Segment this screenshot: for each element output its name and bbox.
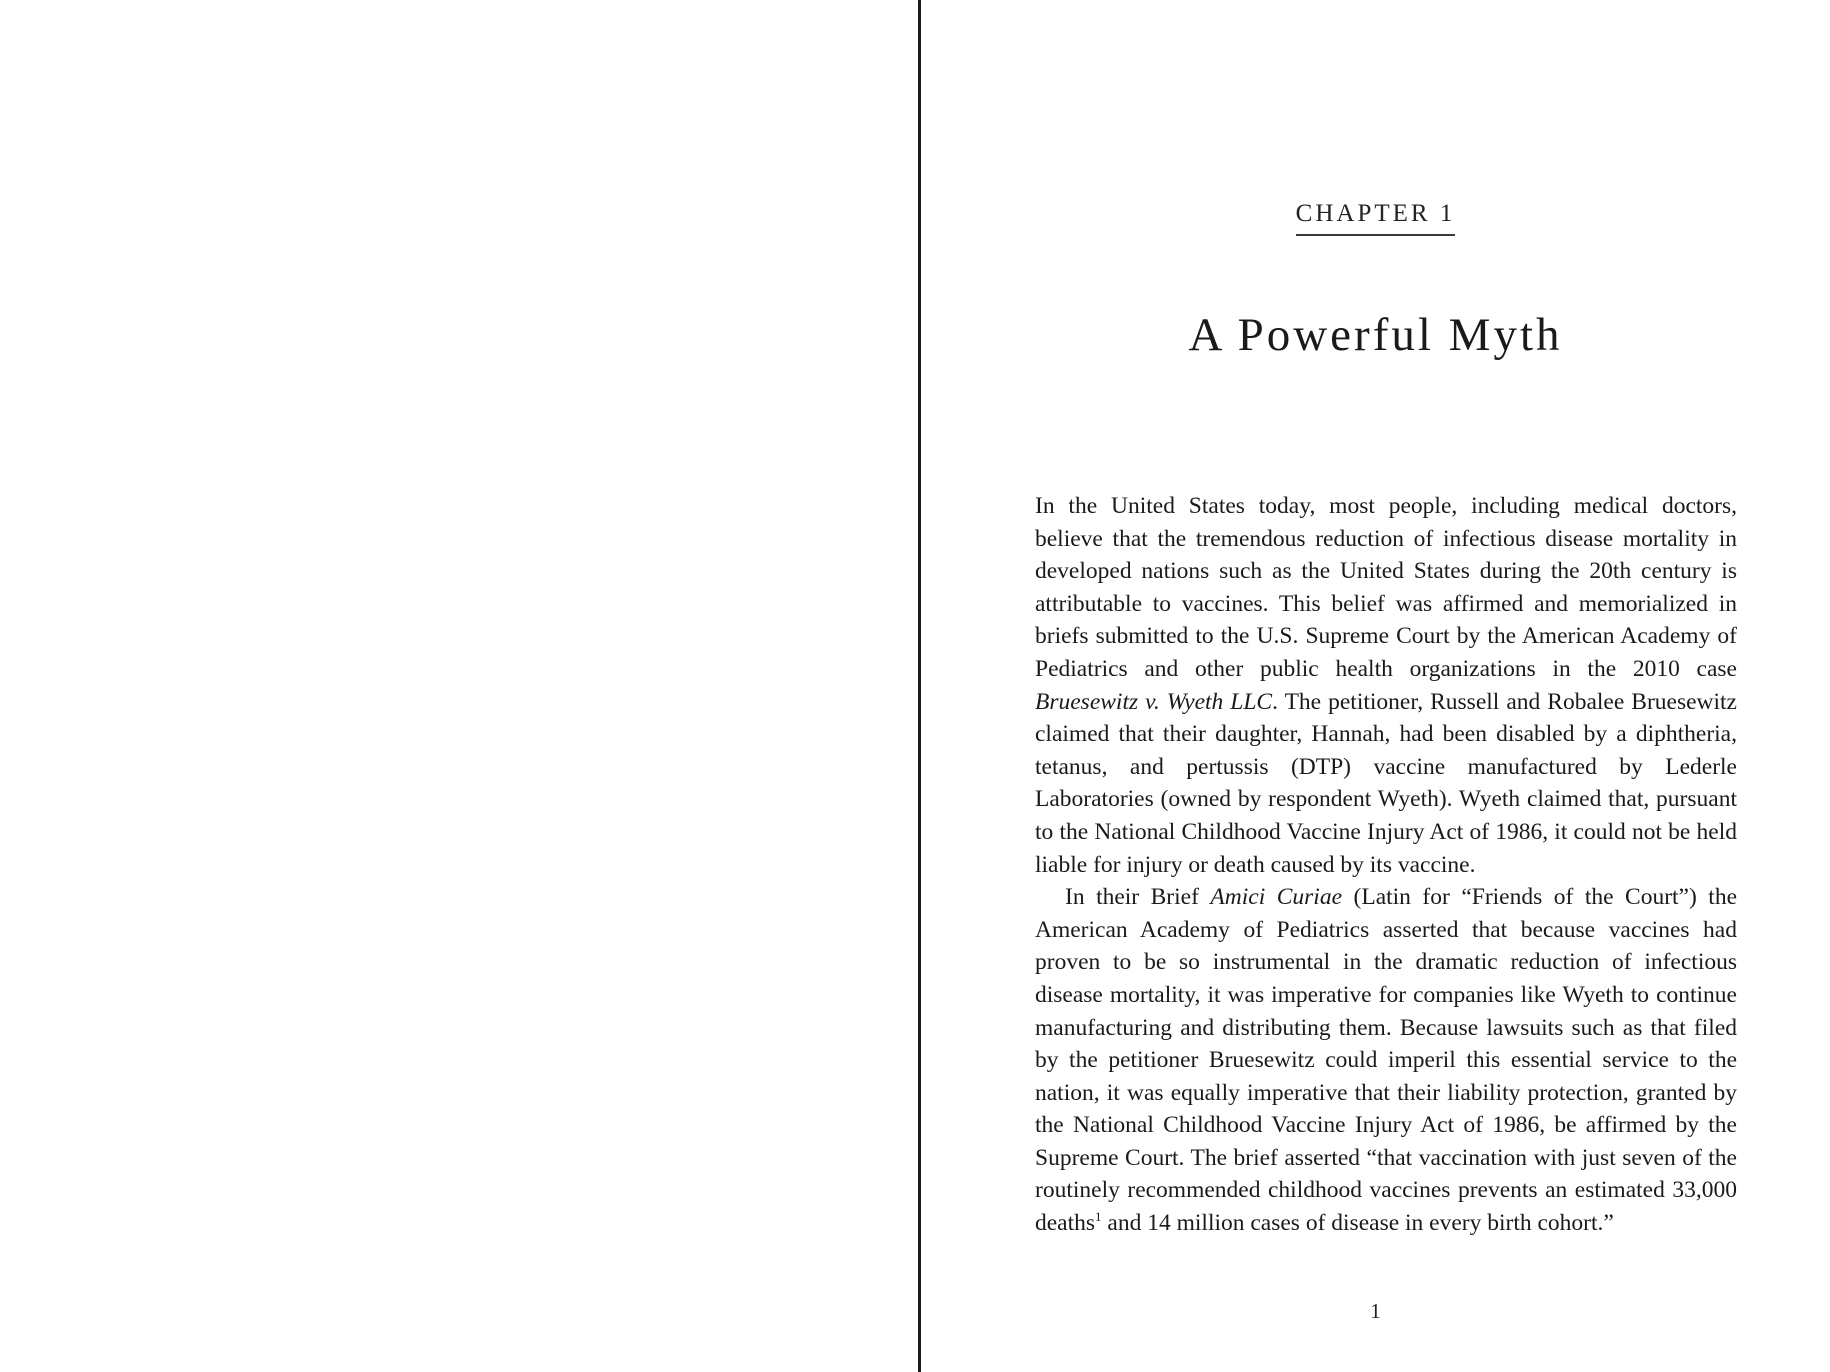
body-paragraph (1035, 881, 1737, 1240)
footnote-marker: 1 (1095, 1209, 1102, 1225)
chapter-label (921, 200, 1830, 236)
body-paragraph (1035, 490, 1737, 881)
chapter-title: A Powerful Myth (1188, 309, 1563, 361)
right-page (921, 0, 1830, 1372)
chapter-label-text: CHAPTER 1 (1296, 200, 1456, 236)
text-segment: In their Brief (1065, 884, 1211, 911)
italic-text: Bruesewitz v. Wyeth LLC (1035, 688, 1273, 715)
text-segment: In the United States today, most people, including medical doctors, believe that the tremendous reduction of infectious disease mortality in developed nations such as the United States during the 20th century is attributable to vaccines. This belief was affirmed and memorialized in briefs submitted to the U.S. Supreme Court by the American Academy of Pediatrics and other public health organizations in the 2010 case (1035, 493, 1737, 682)
chapter-body-text (1035, 490, 1737, 1240)
page-number: 1 (1370, 1299, 1381, 1323)
text-segment: . The petitioner, Russell and Robalee Bruesewitz claimed that their daughter, Hannah, had been disabled by a diphtheria, tetanus, and pertussis (DTP) vaccine manufactured by Lederle Laboratories (owned by respondent Wyeth). Wyeth claimed that, pursuant to the National Childhood Vaccine Injury Act of 1986, it could not be held liable for injury or death caused by its vaccine. (1035, 688, 1737, 878)
text-segment: and 14 million cases of disease in every birth cohort.” (1101, 1210, 1614, 1237)
text-segment: (Latin for “Friends of the Court”) the American Academy of Pediatrics asserted that because vaccines had proven to be so instrumental in the dramatic reduction of infectious disease mortality, it was imperative for companies like Wyeth to continue manufacturing and distributing them. Because lawsuits such as that filed by the petitioner Bruesewitz could imperil this essential service to the nation, it was equally imperative that their liability protection, granted by the National Childhood Vaccine Injury Act of 1986, be affirmed by the Supreme Court. The brief asserted “that vaccination with just seven of the routinely recommended childhood vaccines prevents an estimated 33,000 deaths (1035, 884, 1738, 1237)
italic-text: Amici Curiae (1210, 884, 1343, 911)
